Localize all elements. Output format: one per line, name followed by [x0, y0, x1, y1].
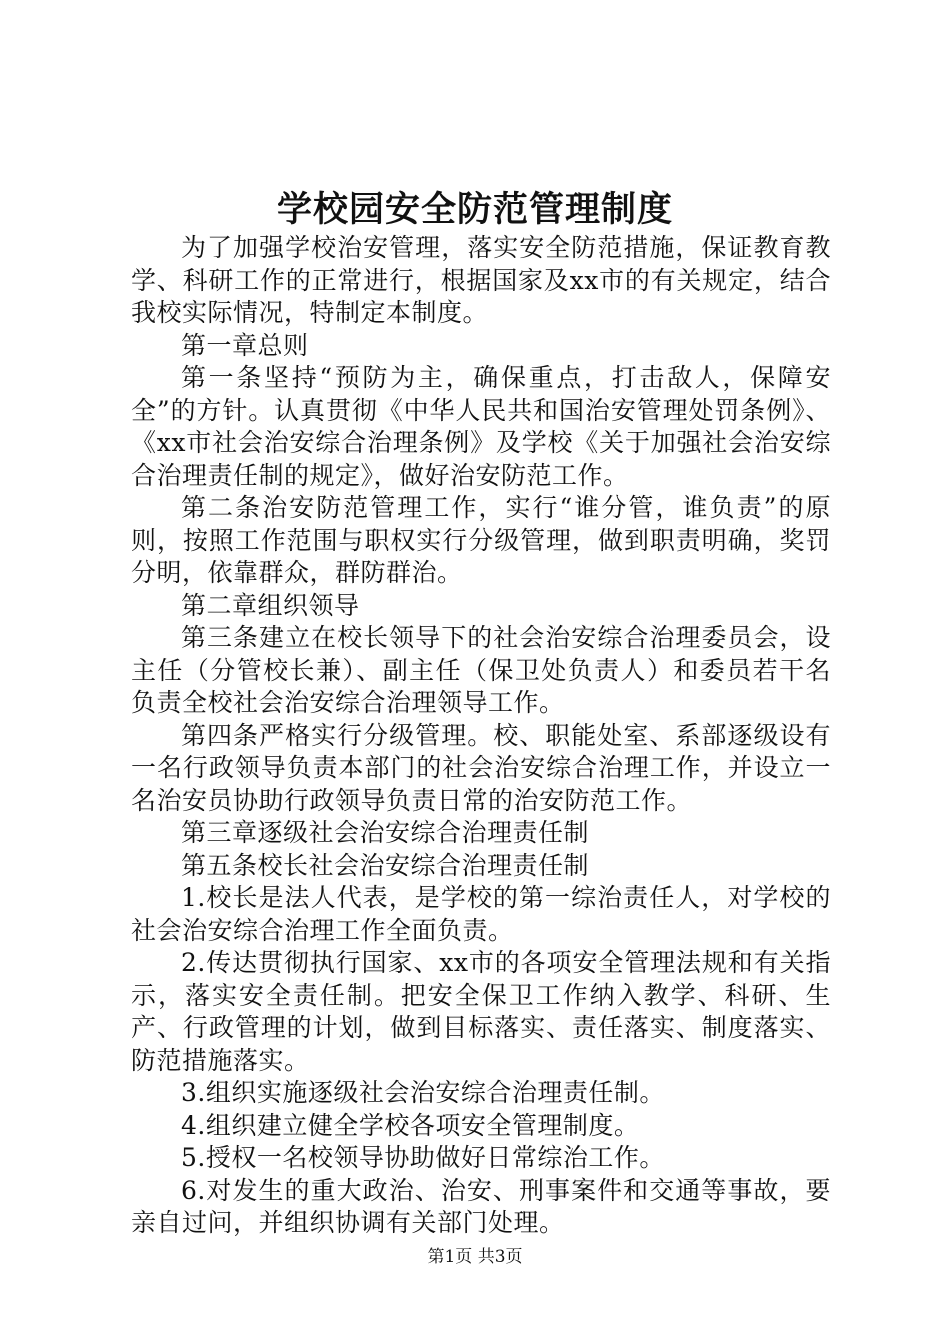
list-item: 4.组织建立健全学校各项安全管理制度。: [181, 1110, 640, 1140]
list-item: 1.校长是法人代表，是学校的第一综治责任人，对学校的社会治安综合治理工作全面负责。: [131, 883, 831, 945]
list-item: 6.对发生的重大政治、治安、刑事案件和交通等事故，要亲自过问，并组织协调有关部门处理。: [131, 1175, 831, 1237]
article-paragraph: 第五条校长社会治安综合治理责任制: [181, 850, 590, 880]
chapter-heading: 第二章组织领导: [181, 590, 360, 620]
page-footer: 第1页 共3页: [427, 1247, 523, 1267]
list-item: 5.授权一名校领导协助做好日常综治工作。: [181, 1143, 665, 1172]
list-item: 2.传达贯彻执行国家、xx市的各项安全管理法规和有关指示，落实安全责任制。把安全保卫工作纳入教学、科研、生产、行政管理的计划，做到目标落实、责任落实、制度落实、防范措施落实。: [131, 948, 831, 1075]
article-paragraph: 第一条坚持“预防为主，确保重点，打击敌人，保障安全”的方针。认真贯彻《中华人民共和国治安管理处罚条例》、《xx市社会治安综合治理条例》及学校《关于加强社会治安综合治理责任制的规定》，做好治安防范工作。: [131, 363, 831, 490]
document-title: 学校园安全防范管理制度: [276, 189, 673, 230]
chapter-heading: 第一章总则: [181, 330, 309, 360]
chapter-heading: 第三章逐级社会治安综合治理责任制: [181, 818, 590, 847]
article-paragraph: 第二条治安防范管理工作，实行“谁分管，谁负责”的原则，按照工作范围与职权实行分级管理，做到职责明确，奖罚分明，依靠群众，群防群治。: [131, 493, 831, 587]
intro-paragraph: 为了加强学校治安管理，落实安全防范措施，保证教育教学、科研工作的正常进行，根据国家及xx市的有关规定，结合我校实际情况，特制定本制度。: [131, 233, 831, 327]
article-paragraph: 第四条严格实行分级管理。校、职能处室、系部逐级设有一名行政领导负责本部门的社会治安综合治理工作，并设立一名治安员协助行政领导负责日常的治安防范工作。: [131, 720, 831, 815]
list-item: 3.组织实施逐级社会治安综合治理责任制。: [181, 1078, 665, 1107]
article-paragraph: 第三条建立在校长领导下的社会治安综合治理委员会，设主任（分管校长兼）、副主任（保卫处负责人）和委员若干名负责全校社会治安综合治理领导工作。: [131, 623, 831, 717]
document-body: [131, 232, 831, 1240]
